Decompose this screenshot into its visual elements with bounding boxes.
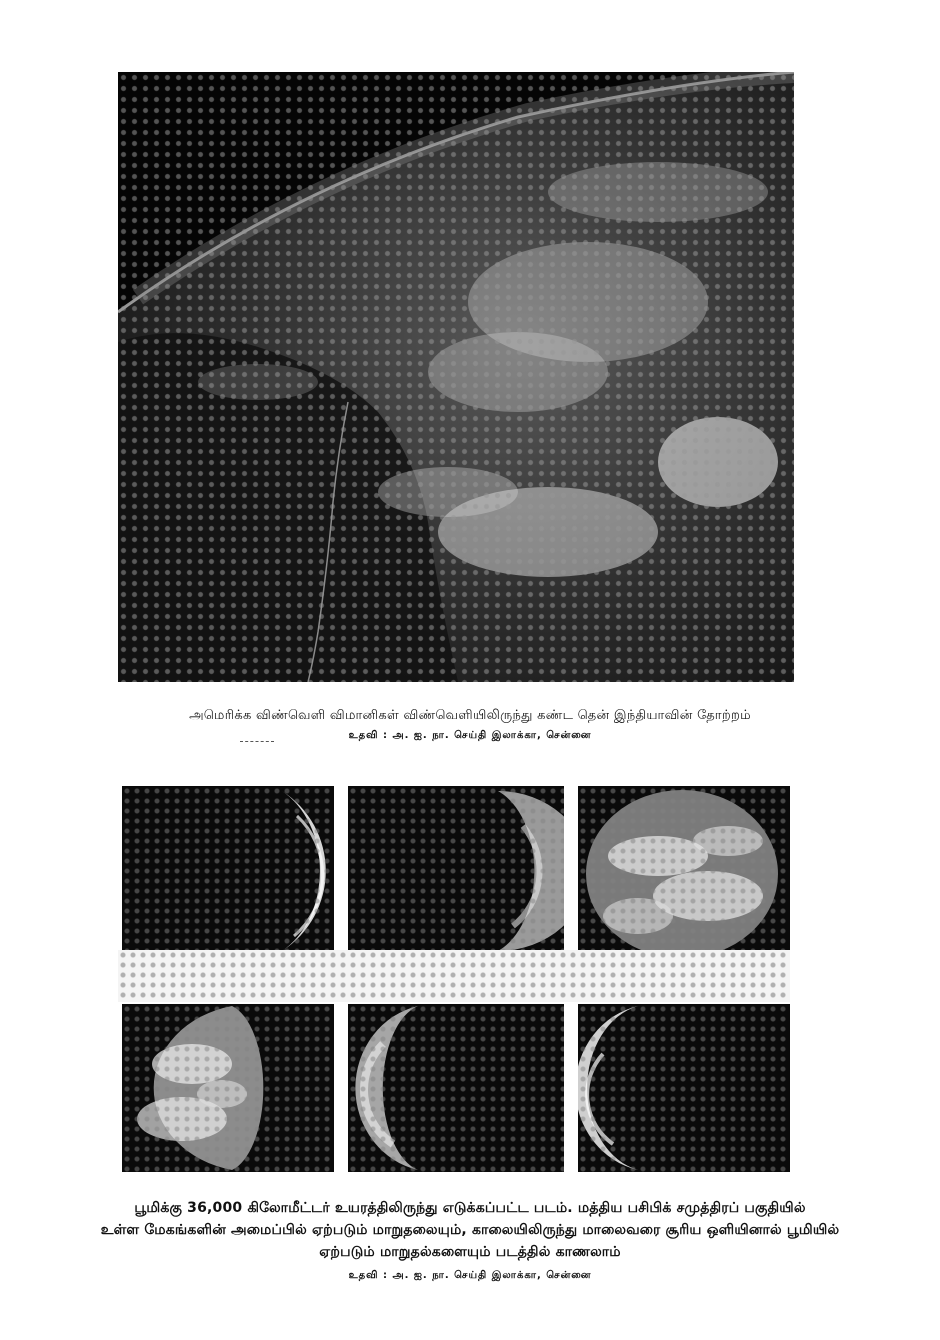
earth-frame-4 bbox=[122, 1004, 334, 1172]
thin-crescent-earth-image bbox=[122, 786, 334, 954]
south-india-space-image bbox=[118, 72, 794, 682]
south-india-space-photo bbox=[118, 72, 794, 682]
earth-series-caption-line-3: ஏற்படும் மாறுதல்களையும் படத்தில் காணலாம் bbox=[319, 1244, 621, 1260]
gibbous-earth-image bbox=[122, 1004, 334, 1172]
earth-frame-6 bbox=[578, 1004, 790, 1172]
earth-frame-5 bbox=[348, 1004, 564, 1172]
full-earth-image bbox=[578, 786, 790, 954]
earth-series-caption-line-1: பூமிக்கு 36,000 கிலோமீட்டர் உயரத்திலிருந்து எடுக்கப்பட்ட படம். மத்திய பசிபிக் சமுத்திரப் பகுதியில் bbox=[134, 1200, 806, 1216]
crescent-left-earth-image bbox=[348, 1004, 564, 1172]
earth-series-credit: உதவி : அ. ஐ. நா. செய்தி இலாக்கா, சென்னை bbox=[348, 1270, 592, 1281]
earth-series-caption-line-2: உள்ள மேகங்களின் அமைப்பில் ஏற்படும் மாறுதலையும், காலையிலிருந்து மாலைவரை சூரிய ஒளியினால் பூமியில் bbox=[100, 1222, 840, 1238]
dotted-separator-band bbox=[118, 950, 790, 1002]
stray-mark bbox=[240, 741, 274, 742]
earth-frame-2 bbox=[348, 786, 564, 954]
thin-crescent-left-earth-image bbox=[578, 1004, 790, 1172]
earth-frame-3 bbox=[578, 786, 790, 954]
top-photo-credit: உதவி : அ. ஐ. நா. செய்தி இலாக்கா, சென்னை bbox=[348, 730, 592, 741]
crescent-earth-image bbox=[348, 786, 564, 954]
top-photo-caption: அமெரிக்க விண்வெளி விமானிகள் விண்வெளியிலிருந்து கண்ட தென் இந்தியாவின் தோற்றம் bbox=[189, 708, 751, 723]
earth-frame-1 bbox=[122, 786, 334, 954]
